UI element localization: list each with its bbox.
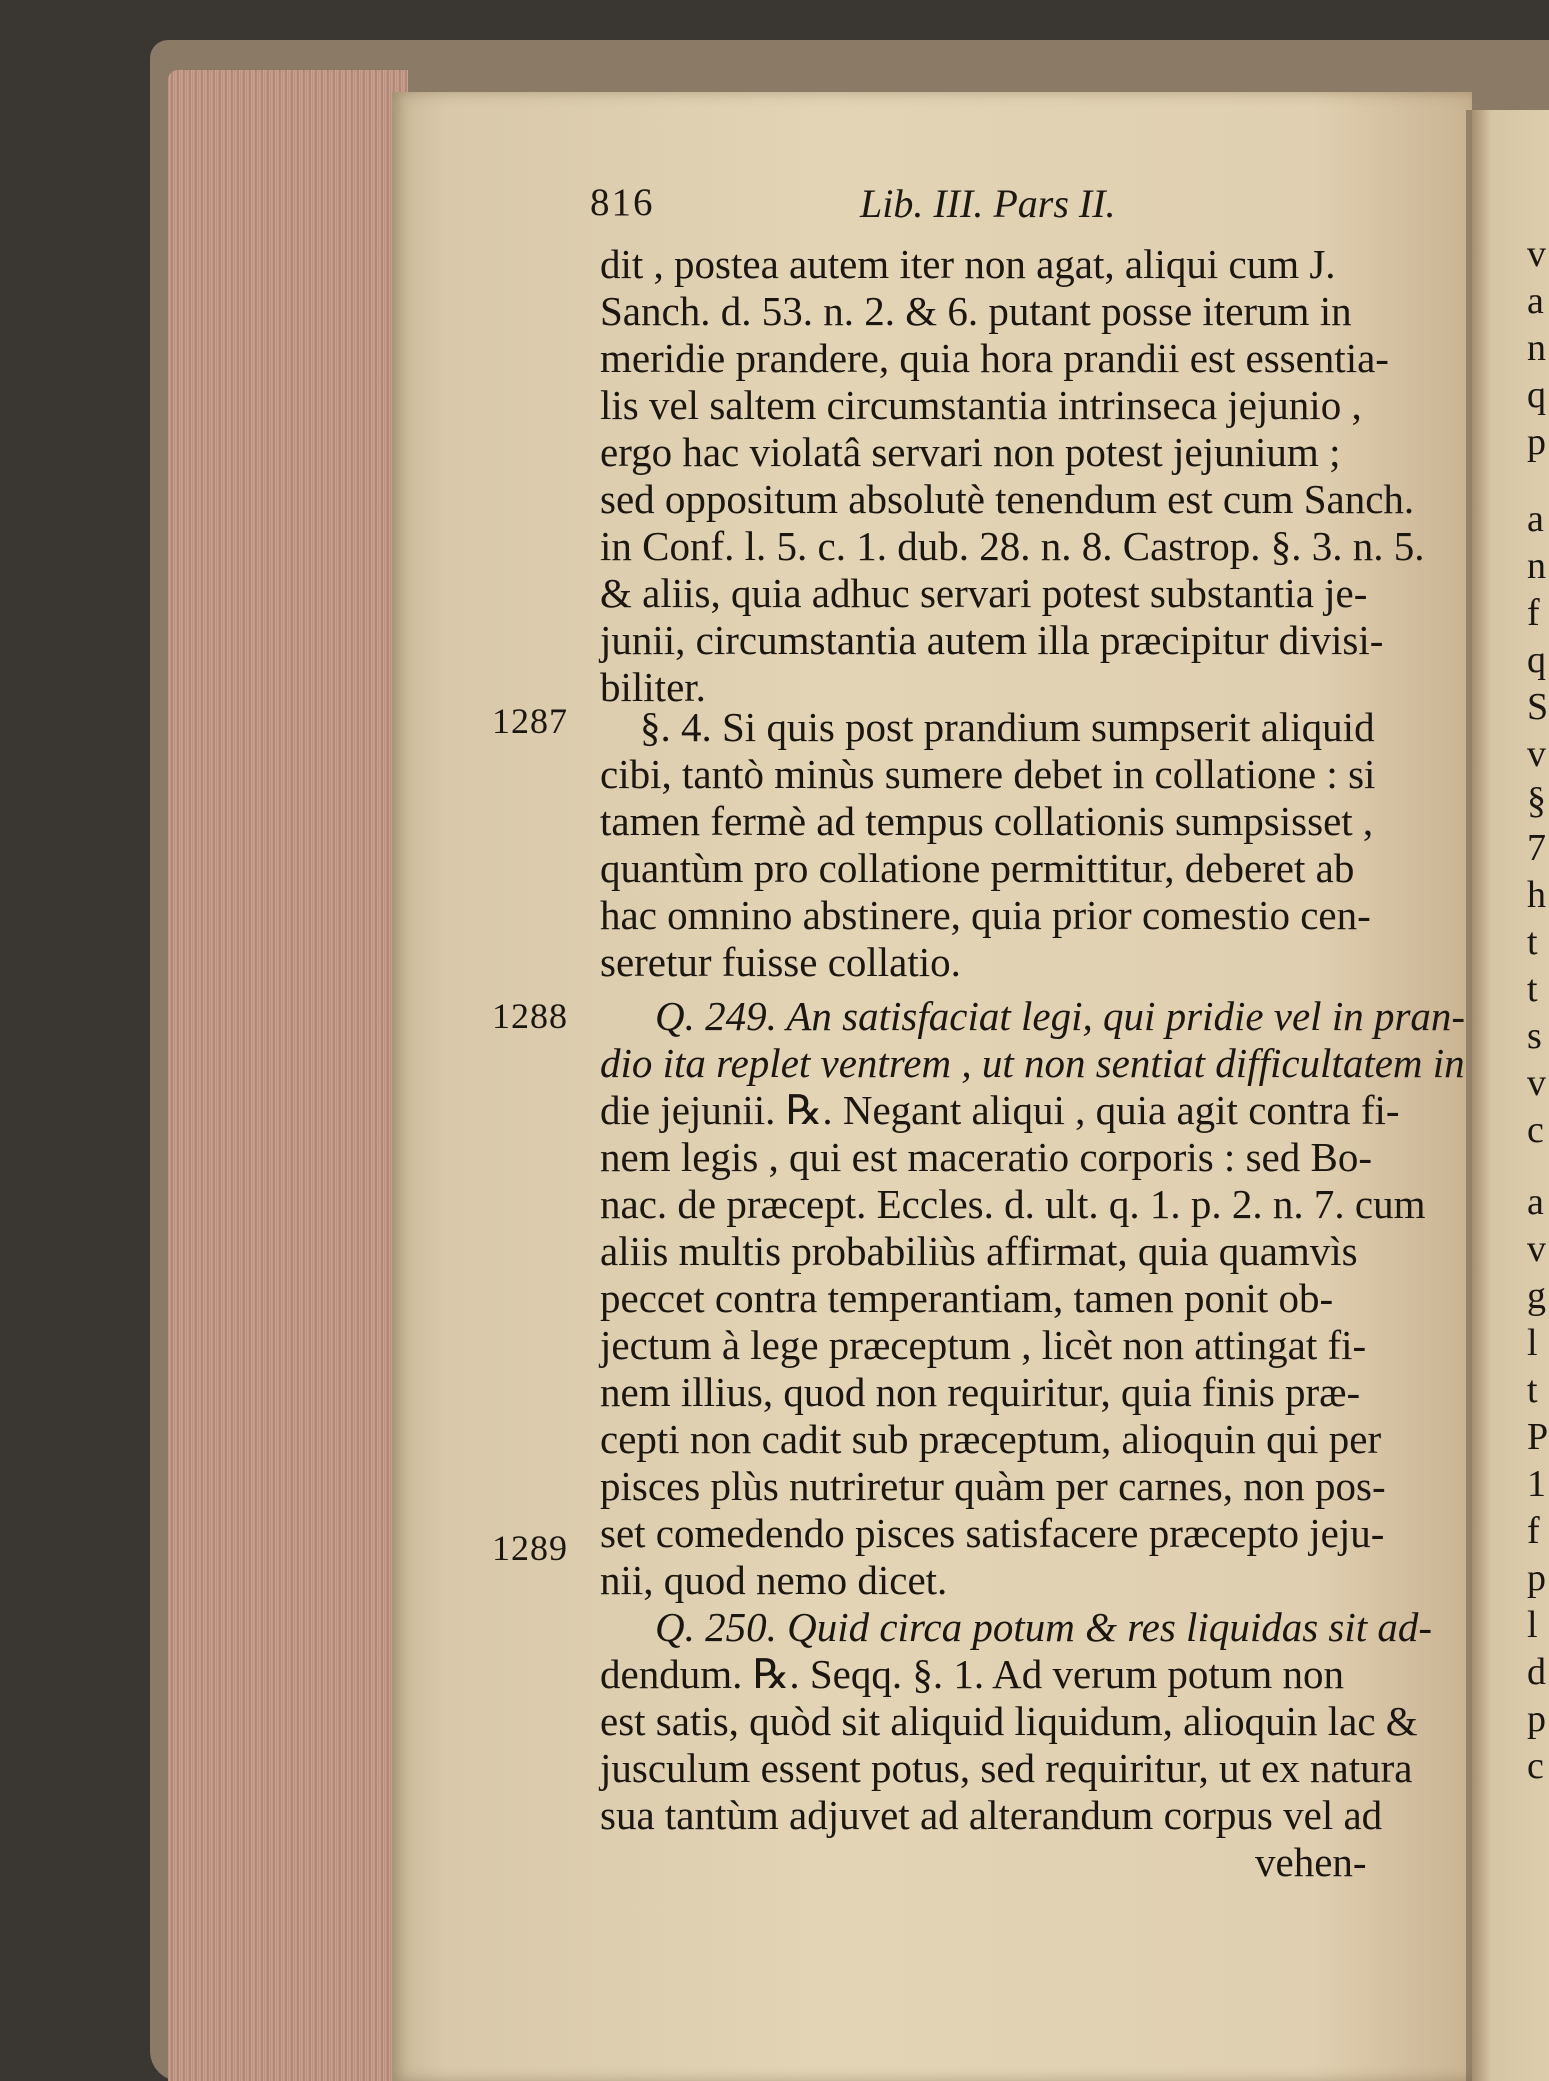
text-line: cepti non cadit sub præceptum, alioquin qui per: [600, 1416, 1382, 1462]
adjacent-letter: 1: [1527, 1463, 1546, 1505]
text-line: pisces plùs nutriretur quàm per carnes, non pos-: [600, 1463, 1386, 1509]
text-line: dit , postea autem iter non agat, aliqui cum J.: [600, 241, 1336, 287]
adjacent-letter: n: [1527, 545, 1546, 587]
adjacent-letter: a: [1527, 1181, 1544, 1223]
text-line: dio ita replet ventrem , ut non sentiat difficultatem in: [600, 1040, 1465, 1086]
text-line: Q. 250. Quid circa potum & res liquidas sit ad-: [655, 1604, 1433, 1650]
text-line: set comedendo pisces satisfacere præcepto jeju-: [600, 1510, 1385, 1556]
adjacent-letter: q: [1527, 639, 1546, 681]
margin-paragraph-number: 1288: [492, 996, 568, 1036]
text-line: meridie prandere, quia hora prandii est essentia-: [600, 335, 1389, 381]
margin-paragraph-number: 1287: [492, 701, 568, 741]
adjacent-letter: a: [1527, 280, 1544, 322]
adjacent-letter: S: [1527, 686, 1549, 728]
adjacent-letter: c: [1527, 1109, 1544, 1151]
text-line: sua tantùm adjuvet ad alterandum corpus vel ad: [600, 1792, 1383, 1838]
text-line: nac. de præcept. Eccles. d. ult. q. 1. p. 2. n. 7. cum: [600, 1181, 1426, 1227]
text-line: seretur fuisse collatio.: [600, 939, 961, 985]
text-line: biliter.: [600, 664, 706, 710]
adjacent-letter: t: [1527, 1369, 1538, 1411]
adjacent-letter: f: [1527, 1510, 1540, 1552]
adjacent-letter: l: [1527, 1604, 1538, 1646]
adjacent-letter: d: [1527, 1651, 1546, 1693]
text-line: Sanch. d. 53. n. 2. & 6. putant posse iterum in: [600, 288, 1352, 334]
page-fore-edge: [168, 70, 408, 2081]
adjacent-letter: l: [1527, 1322, 1538, 1364]
text-line: cibi, tantò minùs sumere debet in collatione : si: [600, 751, 1376, 797]
adjacent-letter: n: [1527, 327, 1546, 369]
text-line: Q. 249. An satisfaciat legi, qui pridie vel in pran-: [655, 993, 1466, 1039]
text-line: die jejunii. ℞. Negant aliqui , quia agit contra fi-: [600, 1087, 1400, 1133]
adjacent-letter: v: [1527, 733, 1546, 775]
text-line: hac omnino abstinere, quia prior comestio cen-: [600, 892, 1371, 938]
text-line: quantùm pro collatione permittitur, deberet ab: [600, 845, 1355, 891]
adjacent-letter: v: [1527, 233, 1546, 275]
adjacent-letter: s: [1527, 1015, 1542, 1057]
text-line: ergo hac violatâ servari non potest jejunium ;: [600, 429, 1341, 475]
text-line: est satis, quòd sit aliquid liquidum, alioquin lac &: [600, 1698, 1418, 1744]
adjacent-letter: P: [1527, 1416, 1549, 1458]
text-line: nem legis , qui est maceratio corporis : sed Bo-: [600, 1134, 1372, 1180]
adjacent-letter: t: [1527, 921, 1538, 963]
adjacent-letter: a: [1527, 498, 1544, 540]
adjacent-letter: q: [1527, 374, 1546, 416]
text-line: junii, circumstantia autem illa præcipitur divisi-: [600, 617, 1384, 663]
page-header: [590, 180, 1140, 230]
adjacent-letter: g: [1527, 1275, 1546, 1317]
text-line: nem illius, quod non requiritur, quia finis præ-: [600, 1369, 1361, 1415]
adjacent-letter: p: [1527, 1557, 1546, 1599]
catchword: vehen-: [1255, 1839, 1367, 1885]
running-title: Lib. III. Pars II.: [860, 181, 1116, 226]
adjacent-letter: 7: [1527, 827, 1546, 869]
adjacent-letter: f: [1527, 592, 1540, 634]
adjacent-letter: c: [1527, 1745, 1544, 1787]
adjacent-letter: p: [1527, 1698, 1546, 1740]
page-number: 816: [590, 181, 655, 224]
text-line: tamen fermè ad tempus collationis sumpsisset ,: [600, 798, 1374, 844]
text-line: & aliis, quia adhuc servari potest substantia je-: [600, 570, 1368, 616]
margin-paragraph-number: 1289: [492, 1528, 568, 1568]
text-line: nii, quod nemo dicet.: [600, 1557, 948, 1603]
text-line: §. 4. Si quis post prandium sumpserit aliquid: [640, 704, 1375, 750]
text-line: jusculum essent potus, sed requiritur, ut ex natura: [600, 1745, 1413, 1791]
text-line: dendum. ℞. Seqq. §. 1. Ad verum potum non: [600, 1651, 1344, 1697]
adjacent-letter: v: [1527, 1062, 1546, 1104]
adjacent-letter: §: [1527, 780, 1546, 822]
text-line: lis vel saltem circumstantia intrinseca jejunio ,: [600, 382, 1362, 428]
text-line: peccet contra temperantiam, tamen ponit ob-: [600, 1275, 1334, 1321]
text-line: in Conf. l. 5. c. 1. dub. 28. n. 8. Castrop. §. 3. n. 5.: [600, 523, 1425, 569]
adjacent-letter: h: [1527, 874, 1546, 916]
adjacent-letter: t: [1527, 968, 1538, 1010]
text-line: jectum à lege præceptum , licèt non attingat fi-: [600, 1322, 1367, 1368]
text-line: sed oppositum absolutè tenendum est cum Sanch.: [600, 476, 1415, 522]
text-line: aliis multis probabiliùs affirmat, quia quamvìs: [600, 1228, 1358, 1274]
gutter: [1466, 110, 1472, 2081]
adjacent-letter: p: [1527, 421, 1546, 463]
adjacent-letter: v: [1527, 1228, 1546, 1270]
